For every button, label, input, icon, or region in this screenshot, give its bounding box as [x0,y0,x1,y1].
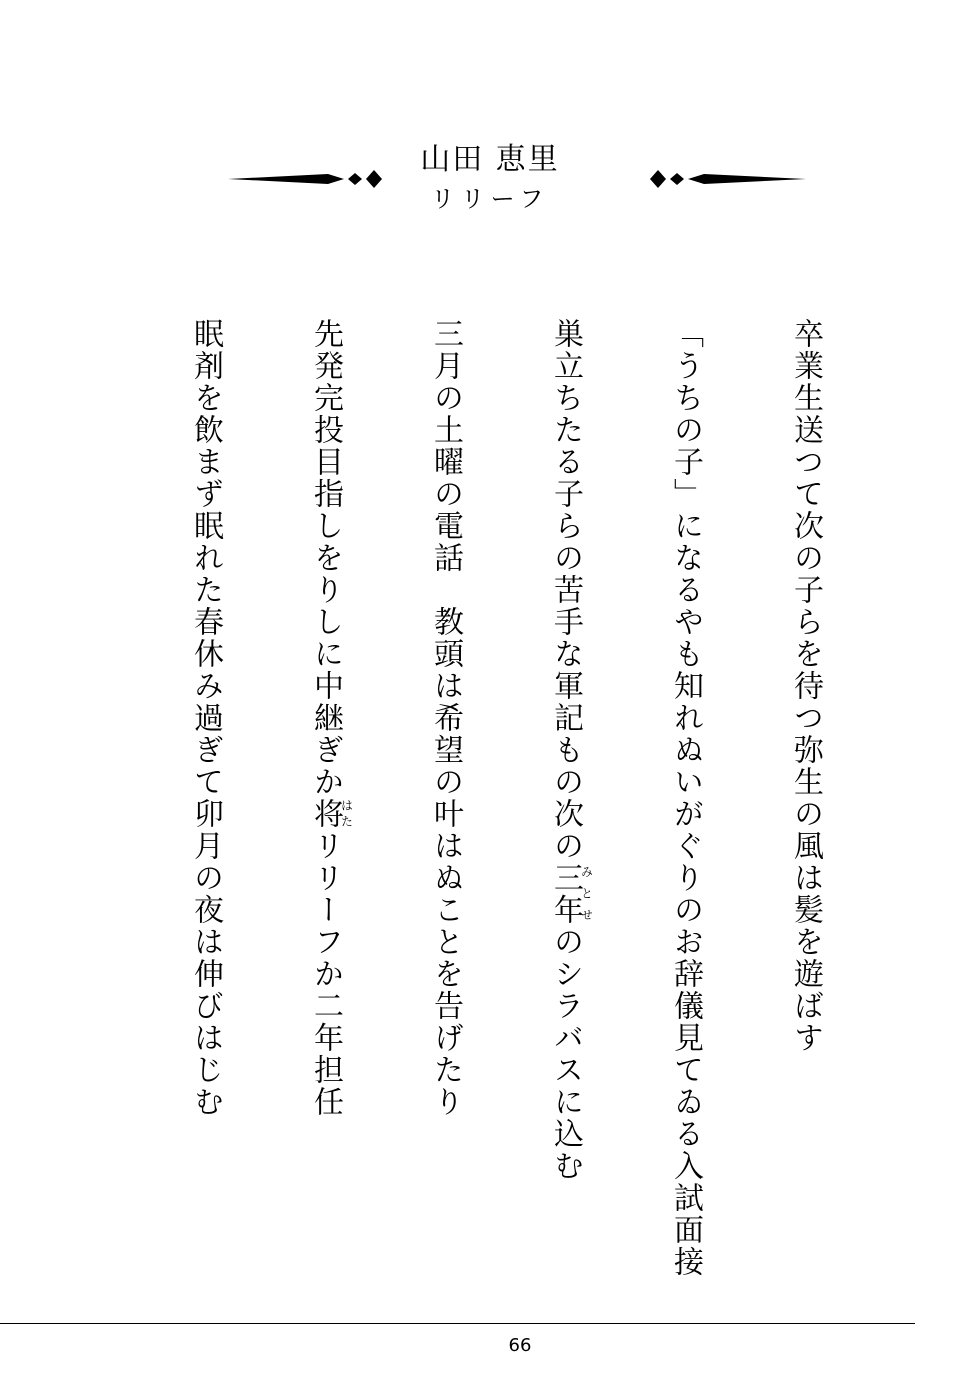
footer-divider [0,1323,915,1324]
tanka-5 [305,318,353,1138]
ruby-base: 将 [308,798,343,830]
poem-title: リリーフ [430,185,550,213]
ruby-text: みとせ [579,862,594,926]
tanka-3 [545,318,594,1182]
tanka-4: 三月の土曜の電話 教頭は希望の叶はぬことを告げたり [428,318,463,1118]
page-number: 66 [508,1335,532,1356]
tanka-3-before: 巣立ちたる子らの苦手な軍記もの次の [548,318,583,862]
tanka-5-after: リリーフか二年担任 [308,830,343,1118]
tanka-columns [180,318,840,1278]
tanka-6: 眠剤を飲まず眠れた春休み過ぎて卯月の夜は伸びはじむ [188,318,223,1118]
tanka-3-after: のシラバスに込む [548,926,583,1182]
tanka-1: 卒業生送つて次の子らを待つ弥生の風は髪を遊ばす [788,318,823,1054]
poem-header [0,0,980,240]
furigana-mitose [548,862,594,926]
tanka-2: 「うちの子」になるやも知れぬいがぐりのお辞儀見てゐる入試面接 [668,318,703,1278]
furigana-hata [308,798,354,830]
author-name: 山田 恵里 [420,142,560,177]
right-ornament-rule [648,164,808,194]
ruby-base: 三年 [548,862,583,926]
tanka-5-before: 先発完投目指しをりしに中継ぎか [308,318,343,798]
ruby-text: はた [339,798,354,830]
